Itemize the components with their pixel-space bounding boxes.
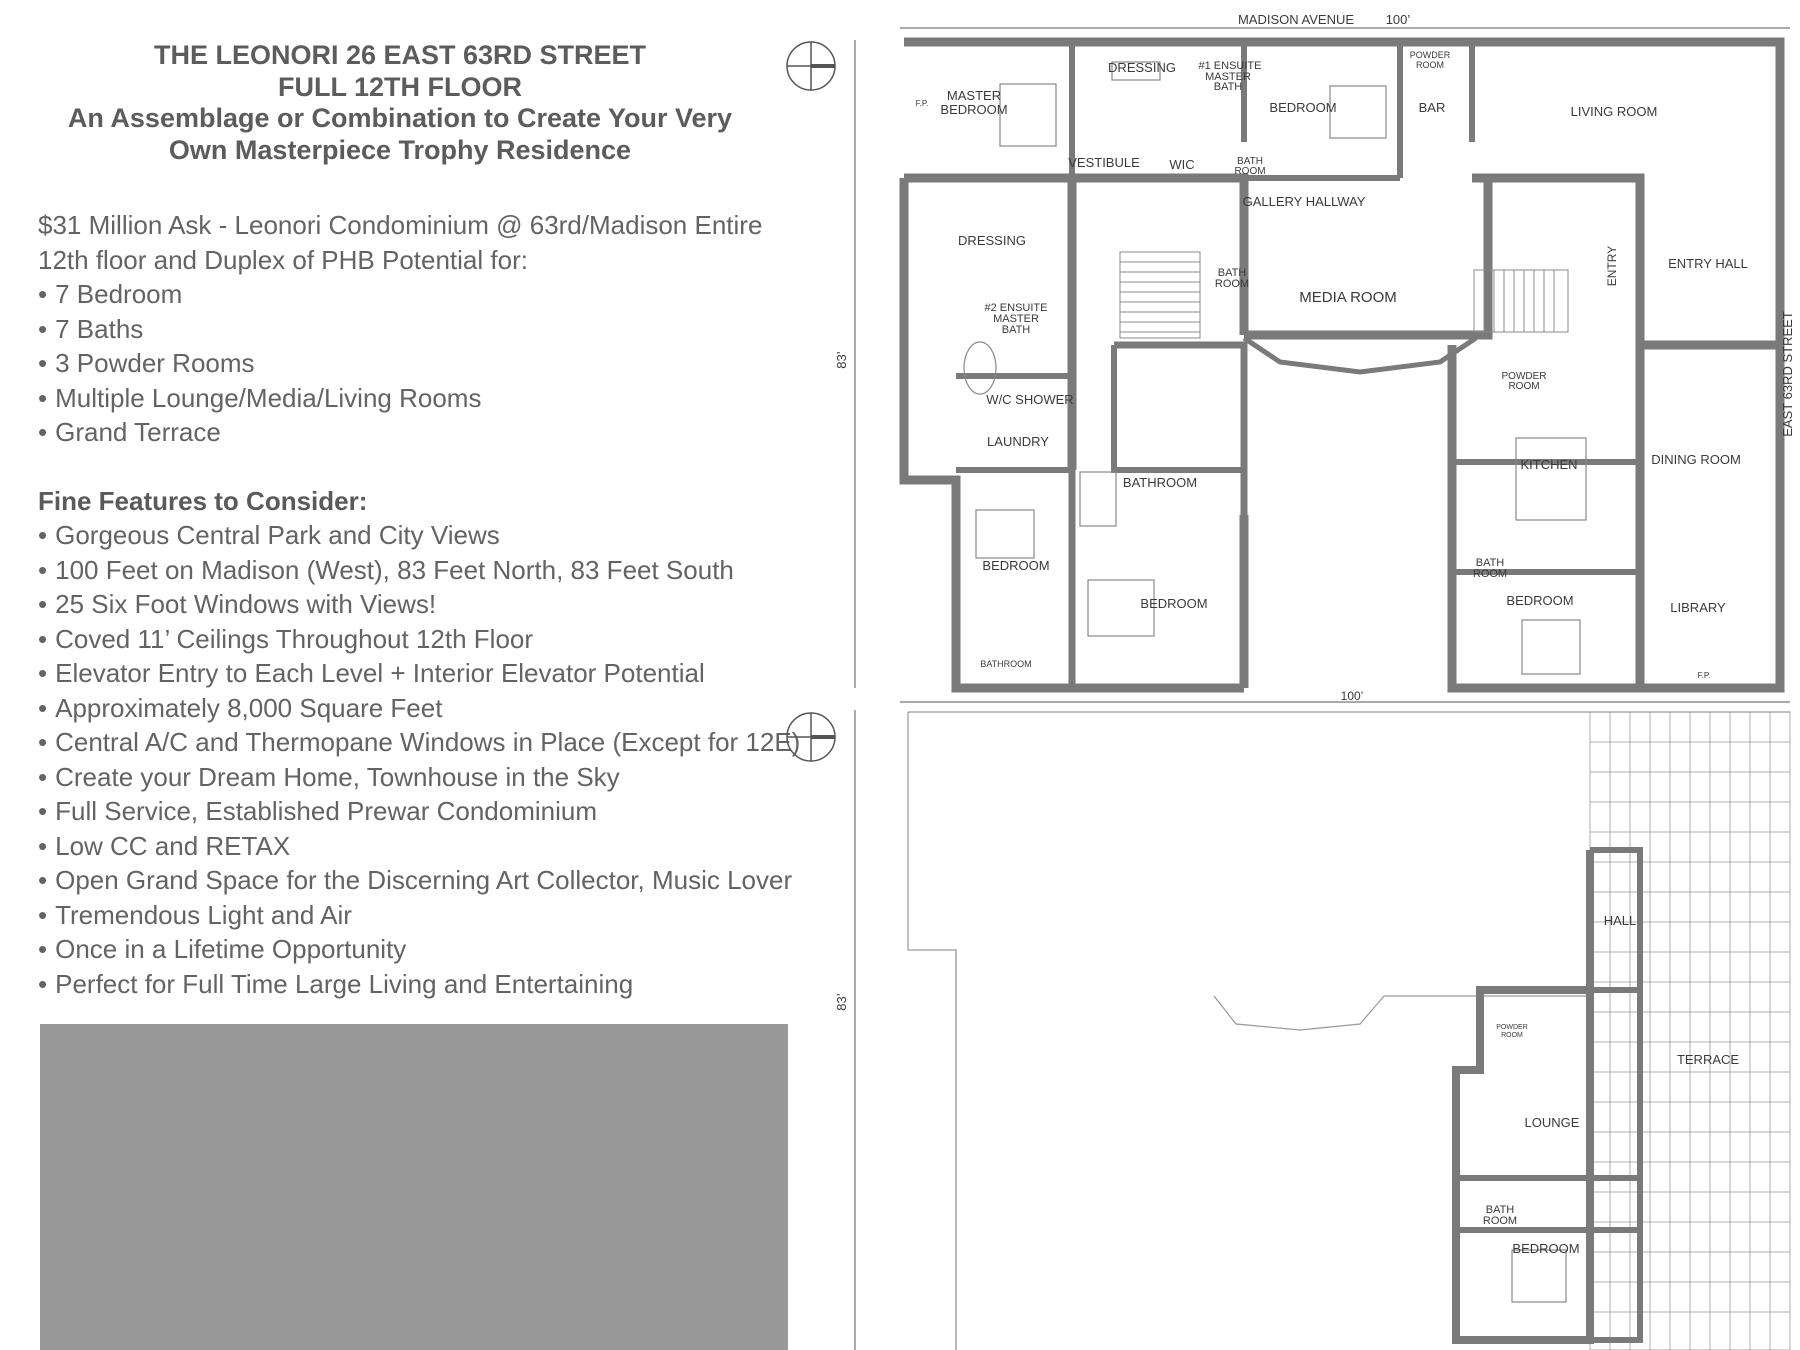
room-label: LIVING ROOM	[1570, 104, 1658, 119]
potential-item: • 3 Powder Rooms	[38, 346, 798, 381]
room-label: BEDROOM	[1512, 1241, 1580, 1256]
room-label: DRESSING	[958, 233, 1026, 248]
room-label: MASTER	[1205, 71, 1251, 83]
furniture	[964, 62, 1586, 1302]
feature-item: • Gorgeous Central Park and City Views	[38, 518, 798, 553]
room-label: #1 ENSUITE	[1198, 60, 1262, 72]
feature-item: • Coved 11’ Ceilings Throughout 12th Floor	[38, 622, 798, 657]
dimension-label: 100’	[1340, 689, 1364, 703]
room-label: BEDROOM	[1140, 596, 1208, 611]
room-label: POWDER	[1409, 50, 1451, 60]
room-label: W/C SHOWER	[986, 392, 1074, 407]
room-label: BATHROOM	[1122, 475, 1198, 490]
dimension-label: 83’	[834, 993, 849, 1011]
room-label: ROOM	[1416, 60, 1444, 70]
intro-line-1: $31 Million Ask - Leonori Condominium @ 63rd/Madison Entire	[38, 210, 763, 240]
room-label: F.P.	[915, 99, 929, 108]
potential-item: • 7 Baths	[38, 312, 798, 347]
room-label: BATH	[1475, 557, 1505, 569]
title-line-3: An Assemblage or Combination to Create Your Very	[67, 103, 733, 133]
upper-floor-walls	[904, 42, 1780, 688]
lower-floor-bay	[1214, 996, 1384, 1030]
room-label: ROOM	[1508, 381, 1540, 392]
room-label: BATH	[1237, 156, 1263, 167]
room-label: ROOM	[1482, 1215, 1518, 1227]
room-label: BATHROOM	[980, 659, 1032, 669]
room-label: MEDIA ROOM	[1299, 289, 1397, 306]
room-label: KITCHEN	[1520, 457, 1578, 472]
room-label: F.P.	[1697, 671, 1711, 680]
title-line-4: Own Masterpiece Trophy Residence	[168, 134, 632, 165]
room-label: BAR	[1418, 100, 1446, 115]
potential-item: • Grand Terrace	[38, 415, 798, 450]
room-label: LAUNDRY	[987, 434, 1049, 449]
feature-item: • Open Grand Space for the Discerning Art Collector, Music Lover	[38, 863, 798, 898]
dimension-label: 100’	[1385, 12, 1411, 27]
compass-icon	[787, 42, 835, 90]
room-label: BATH	[1217, 267, 1247, 279]
room-label: MASTER	[946, 88, 1002, 103]
room-label: GALLERY HALLWAY	[1242, 194, 1366, 209]
room-label: ROOM	[1234, 166, 1266, 177]
intro-line-2: 12th floor and Duplex of PHB Potential for:	[38, 244, 528, 275]
features-heading: Fine Features to Consider:	[38, 485, 368, 516]
media-room-bay	[1244, 338, 1476, 372]
feature-item: • Elevator Entry to Each Level + Interior Elevator Potential	[38, 656, 798, 691]
feature-item: • 25 Six Foot Windows with Views!	[38, 587, 798, 622]
room-label: TERRACE	[1676, 1052, 1740, 1067]
potential-item: • 7 Bedroom	[38, 277, 798, 312]
room-label: BEDROOM	[1269, 100, 1337, 115]
compass-icon	[787, 713, 835, 761]
room-label: BEDROOM	[982, 558, 1050, 573]
feature-item: • Approximately 8,000 Square Feet	[38, 691, 798, 726]
room-label: DRESSING	[1108, 60, 1176, 75]
room-label: POWDER	[1501, 371, 1547, 382]
feature-item: • Once in a Lifetime Opportunity	[38, 932, 798, 967]
room-label: BATH	[1485, 1204, 1515, 1216]
feature-item: • Central A/C and Thermopane Windows in Place (Except for 12E)	[38, 725, 798, 760]
terrace-grid	[1590, 712, 1790, 1350]
room-label: LIBRARY	[1670, 600, 1726, 615]
room-label: ROOM	[1501, 1032, 1523, 1039]
title-line-2: FULL 12TH FLOOR	[277, 71, 522, 102]
room-label: BATH	[1213, 81, 1243, 93]
feature-item: • Full Service, Established Prewar Condominium	[38, 794, 798, 829]
room-label: BATH	[1001, 324, 1031, 336]
potential-item: • Multiple Lounge/Media/Living Rooms	[38, 381, 798, 416]
feature-item: • 100 Feet on Madison (West), 83 Feet North, 83 Feet South	[38, 553, 798, 588]
feature-item: • Tremendous Light and Air	[38, 898, 798, 933]
room-label: MASTER	[993, 313, 1039, 325]
room-label: #2 ENSUITE	[984, 302, 1048, 314]
room-label: POWDER	[1496, 1024, 1528, 1031]
room-label: HALL	[1603, 913, 1637, 928]
room-label: WIC	[1169, 157, 1195, 172]
room-label: LOUNGE	[1524, 1115, 1580, 1130]
title-line-1: THE LEONORI 26 EAST 63RD STREET	[153, 40, 647, 70]
street-label-top: MADISON AVENUE	[1237, 12, 1355, 27]
street-label-side: EAST 63RD STREET	[1780, 311, 1795, 437]
room-label: BEDROOM	[1506, 593, 1574, 608]
room-label: VESTIBULE	[1068, 155, 1140, 170]
dimension-label: 83’	[834, 351, 849, 369]
room-label: ROOM	[1214, 278, 1250, 290]
room-label: ENTRY	[1605, 245, 1619, 287]
room-label: ENTRY HALL	[1668, 256, 1748, 271]
feature-item: • Create your Dream Home, Townhouse in the Sky	[38, 760, 798, 795]
feature-item: • Low CC and RETAX	[38, 829, 798, 864]
room-label: BEDROOM	[940, 102, 1008, 117]
feature-item: • Perfect for Full Time Large Living and Entertaining	[38, 967, 798, 1002]
room-label: ROOM	[1472, 568, 1508, 580]
lower-floor-outline	[908, 712, 1790, 1350]
room-label: DINING ROOM	[1651, 452, 1741, 467]
